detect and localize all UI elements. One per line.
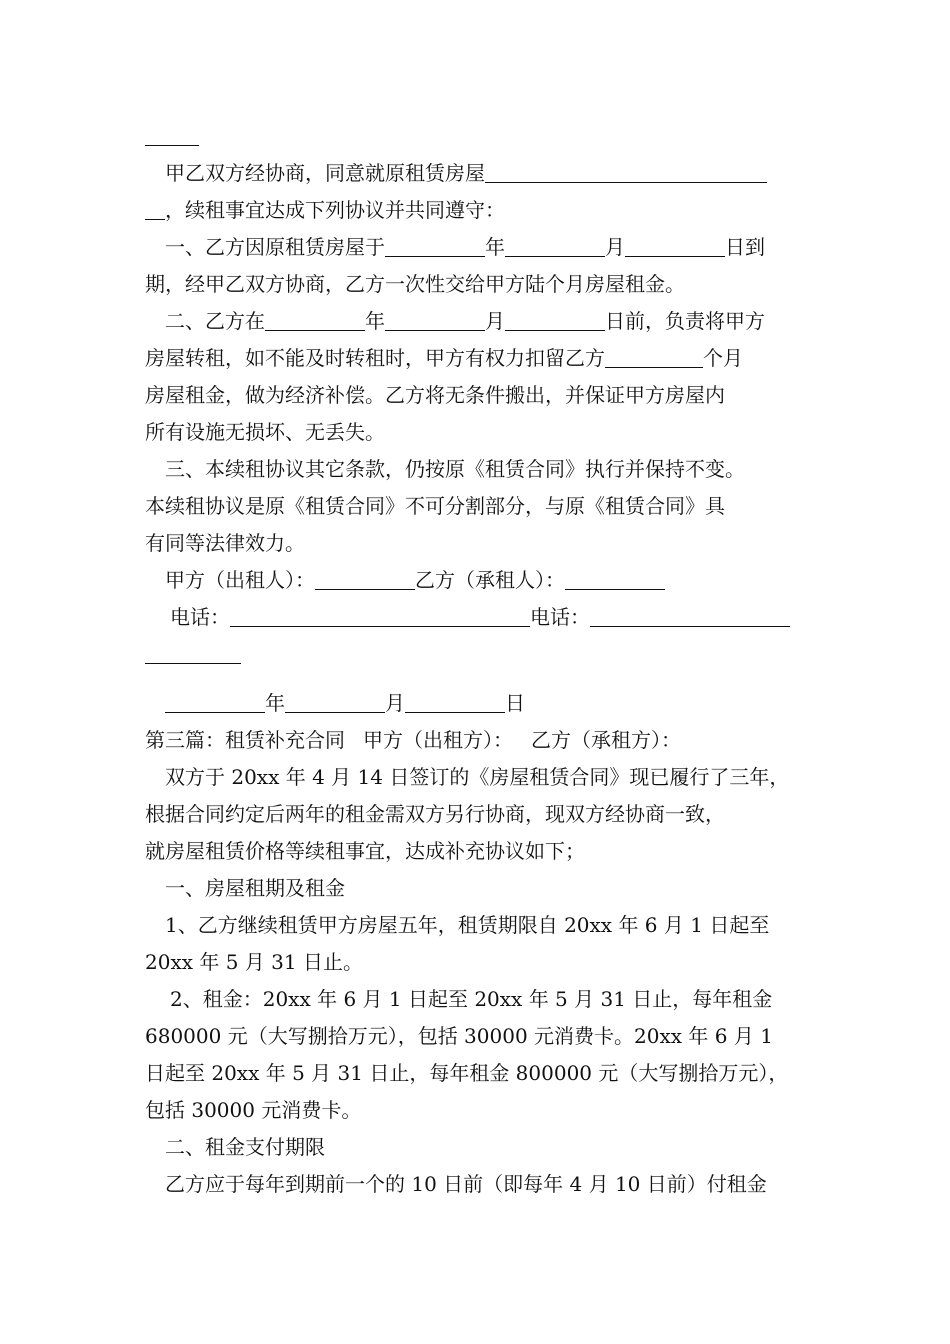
text: 日前，负责将甲方 [605, 309, 765, 333]
fill-blank [230, 600, 530, 627]
text: 日 [505, 691, 525, 715]
label-phone-2: 电话： [530, 605, 590, 629]
text: 甲乙双方经协商，同意就原租赁房屋 [165, 161, 485, 185]
clause-1-line2: 期，经甲乙双方协商，乙方一次性交给甲方陆个月房屋租金。 [145, 272, 685, 296]
term-item-2-line2: 680000 元（大写捌拾万元），包括 30000 元消费卡。20xx 年 6 月 1 [145, 1024, 773, 1048]
paragraph-intro-line2 [145, 192, 825, 229]
label-phone-1: 电话： [170, 605, 230, 629]
clause-2-line1 [145, 303, 825, 340]
term-item-1-line2: 20xx 年 5 月 31 日止。 [145, 950, 363, 974]
clause-3-line2: 本续租协议是原《租赁合同》不可分割部分，与原《租赁合同》具 [145, 494, 725, 518]
text: 月 [385, 691, 405, 715]
fill-blank [505, 304, 605, 331]
label-party-b: 乙方（承租方）： [531, 728, 681, 752]
fill-blank [315, 563, 415, 590]
text: 二、乙方在 [165, 309, 265, 333]
fill-blank [565, 563, 665, 590]
label-party-b: 乙方（承租人）： [415, 568, 565, 592]
text: ，续租事宜达成下列协议并共同遵守： [165, 198, 505, 222]
fill-blank [165, 686, 265, 713]
text: 月 [605, 235, 625, 259]
signature-phones [145, 599, 825, 636]
text: 日到 [725, 235, 765, 259]
payment-line1: 乙方应于每年到期前一个的 10 日前（即每年 4 月 10 日前）付租金 [165, 1172, 767, 1196]
text: 房屋转租，如不能及时转租时，甲方有权力扣留乙方 [145, 346, 605, 370]
document-body [145, 118, 825, 1203]
heading-title: 第三篇：租赁补充合同 [145, 728, 345, 752]
paragraph-intro-line1 [145, 155, 825, 192]
fill-blank [485, 156, 767, 183]
fill-blank [590, 600, 790, 627]
line-blank-top [145, 118, 825, 155]
fill-blank [265, 304, 365, 331]
text: 个月 [703, 346, 743, 370]
text: 年 [485, 235, 505, 259]
term-item-2-line1: 2、租金：20xx 年 6 月 1 日起至 20xx 年 5 月 31 日止，每年租金 [170, 987, 773, 1011]
label-party-a: 甲方（出租方）： [363, 728, 513, 752]
fill-blank [605, 341, 703, 368]
section-heading-3 [145, 722, 825, 759]
supplement-intro-line1: 双方于 20xx 年 4 月 14 日签订的《房屋租赁合同》现已履行了三年， [165, 765, 790, 789]
section-heading-payment: 二、租金支付期限 [165, 1135, 325, 1159]
clause-3-line1: 三、本续租协议其它条款，仍按原《租赁合同》执行并保持不变。 [165, 457, 745, 481]
text: 一、乙方因原租赁房屋于 [165, 235, 385, 259]
supplement-intro-line2: 根据合同约定后两年的租金需双方另行协商，现双方经协商一致， [145, 802, 725, 826]
section-heading-term: 一、房屋租期及租金 [165, 876, 345, 900]
term-item-2-line4: 包括 30000 元消费卡。 [145, 1098, 362, 1122]
signature-parties [145, 562, 825, 599]
fill-blank [385, 304, 485, 331]
fill-blank [385, 230, 485, 257]
label-party-a: 甲方（出租人）： [165, 568, 315, 592]
clause-2-line3: 房屋租金，做为经济补偿。乙方将无条件搬出，并保证甲方房屋内 [145, 383, 725, 407]
fill-blank [625, 230, 725, 257]
clause-2-line2 [145, 340, 825, 377]
supplement-intro-line3: 就房屋租赁价格等续租事宜，达成补充协议如下； [145, 839, 585, 863]
clause-3-line3: 有同等法律效力。 [145, 531, 305, 555]
fill-blank [285, 686, 385, 713]
text: 年 [265, 691, 285, 715]
text: 年 [365, 309, 385, 333]
spacer [145, 673, 825, 685]
fill-blank [505, 230, 605, 257]
text: 月 [485, 309, 505, 333]
clause-2-line4: 所有设施无损坏、无丢失。 [145, 420, 385, 444]
term-item-2-line3: 日起至 20xx 年 5 月 31 日止，每年租金 800000 元（大写捌拾万元）， [145, 1061, 789, 1085]
fill-blank [145, 193, 165, 220]
fill-blank [145, 119, 199, 146]
signature-date [145, 685, 825, 722]
clause-1-line1 [145, 229, 825, 266]
term-item-1-line1: 1、乙方继续租赁甲方房屋五年，租赁期限自 20xx 年 6 月 1 日起至 [165, 913, 770, 937]
signature-phones-cont [145, 636, 825, 673]
fill-blank [145, 637, 241, 664]
fill-blank [405, 686, 505, 713]
